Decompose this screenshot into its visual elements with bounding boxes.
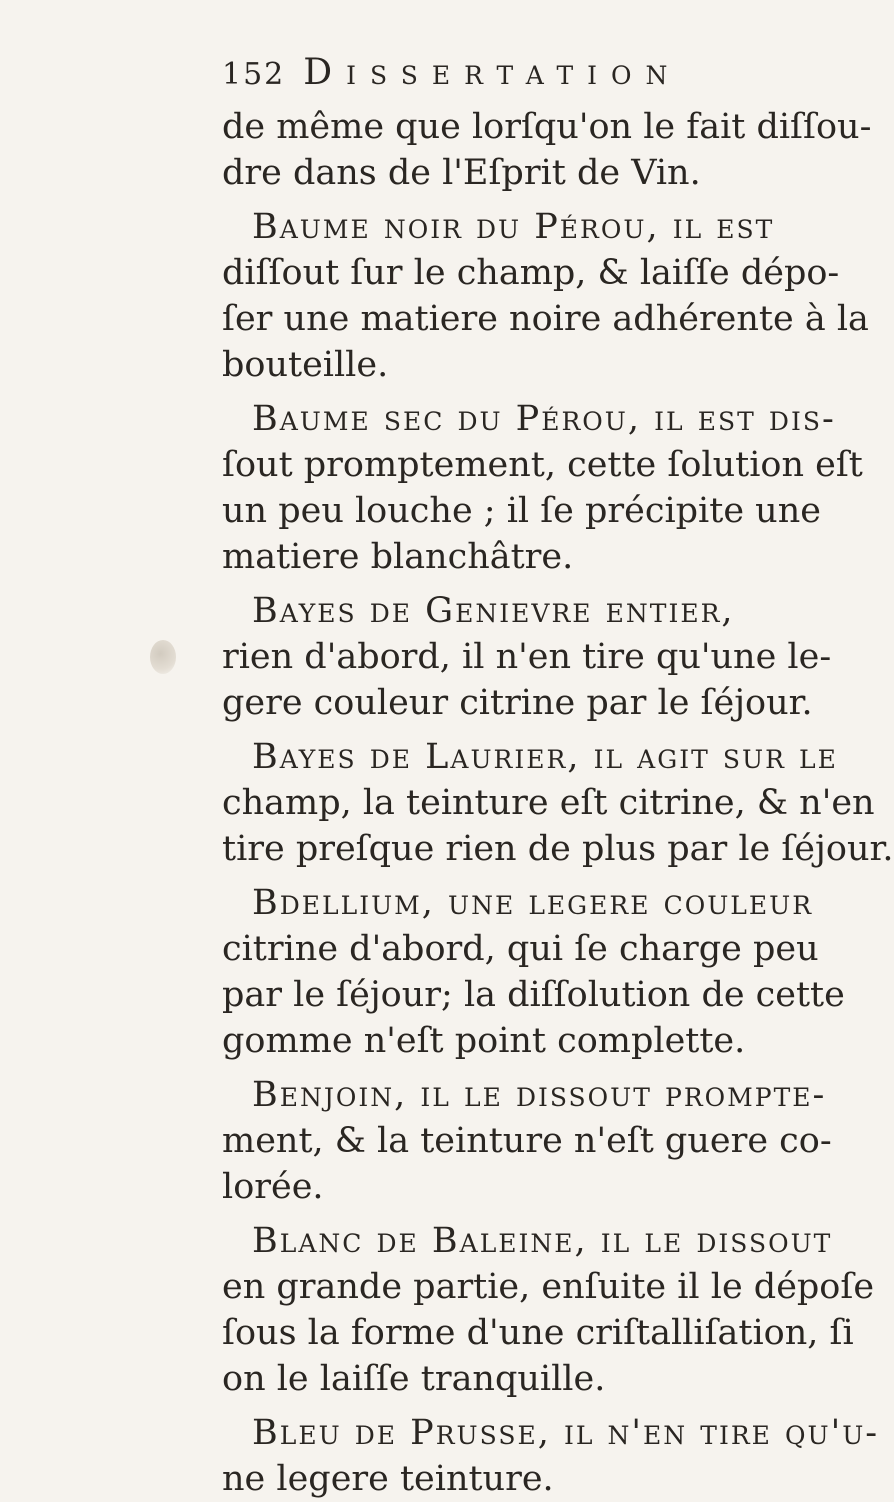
text-line: bouteille. <box>222 345 389 385</box>
text-line: ment, & la teinture n'eſt guere co- <box>222 1121 832 1161</box>
text-line: tire preſque rien de plus par le ſéjour. <box>222 829 894 869</box>
text-line: ſer une matiere noire adhérente à la <box>222 299 869 339</box>
entry-heading-line: Baume noir du Pérou, il eſt <box>252 207 775 247</box>
text-line: diſſout ſur le champ, & laiſſe dépo- <box>222 253 840 293</box>
text-line: citrine d'abord, qui ſe charge peu <box>222 929 819 969</box>
text-line: gere couleur citrine par le ſéjour. <box>222 683 813 723</box>
text-line: rien d'abord, il n'en tire qu'une le- <box>222 637 832 677</box>
text-line: lorée. <box>222 1167 324 1207</box>
running-title: Dissertation <box>303 52 682 93</box>
running-head <box>222 52 770 104</box>
text-line: matiere blanchâtre. <box>222 537 574 577</box>
text-line: ſous la forme d'une criſtalliſation, ſi <box>222 1313 854 1353</box>
body-text <box>222 104 894 1502</box>
text-line: en grande partie, enſuite il le dépoſe <box>222 1267 875 1307</box>
entry-heading-line: Bleu de Prusse, il n'en tire qu'u- <box>252 1413 880 1453</box>
text-line: dre dans de l'Eſprit de Vin. <box>222 153 701 193</box>
text-line: gomme n'eſt point complette. <box>222 1021 746 1061</box>
entry-heading-line: Bayes de Laurier, il agit ſur le <box>252 737 838 777</box>
text-line: par le ſéjour; la diſſolution de cette <box>222 975 845 1015</box>
text-line: un peu louche ; il ſe précipite une <box>222 491 821 531</box>
entry-heading-line: Bayes de Genievre entier, <box>252 591 735 631</box>
text-line: ſout promptement, cette ſolution eſt <box>222 445 863 485</box>
entry-heading-line: Baume sec du Pérou, il eſt diſ- <box>252 399 836 439</box>
entry-heading-line: Bdellium, une legere couleur <box>252 883 814 923</box>
text-line: champ, la teinture eſt citrine, & n'en <box>222 783 875 823</box>
paper-stain <box>150 640 176 674</box>
text-line: ne legere teinture. <box>222 1459 554 1499</box>
text-line: de même que lorſqu'on le fait diſſou- <box>222 107 872 147</box>
entry-heading-line: Blanc de Baleine, il le diſſout <box>252 1221 833 1261</box>
page-number: 152 <box>222 57 286 92</box>
text-line: on le laiſſe tranquille. <box>222 1359 606 1399</box>
entry-heading-line: Benjoin, il le diſſout prompte- <box>252 1075 827 1115</box>
